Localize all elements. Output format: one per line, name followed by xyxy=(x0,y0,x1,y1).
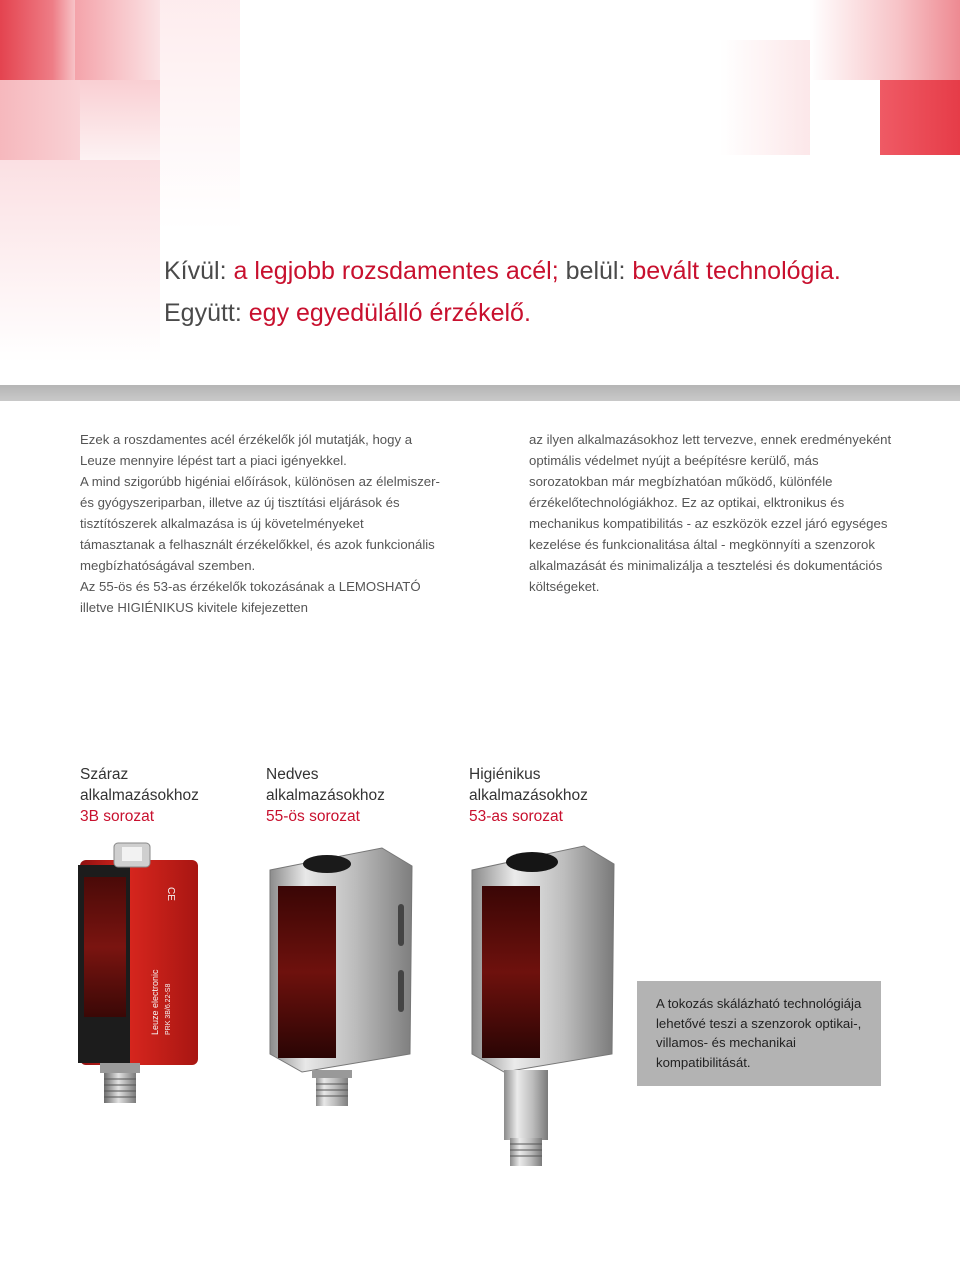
product-category-suffix: alkalmazásokhoz xyxy=(266,787,385,804)
headline-line-2 xyxy=(164,299,531,327)
callout-text: A tokozás skálázható technológiája lehetővé teszi a szenzorok optikai-, villamos- és mechanikai kompatibilitását. xyxy=(656,996,862,1070)
headline-fragment: bevált technológia. xyxy=(632,257,841,285)
body-paragraph: A mind szigorúbb higéniai előírások, különösen az élelmiszer- és gyógyszeriparban, illetve az új tisztítási eljárások és tisztítószerek alkalmazása is új követelményeket támasztanak a felhasznált érzékelőkkel, és azok funkcionális megbízhatóságával szemben. xyxy=(80,474,440,573)
decor-tile xyxy=(75,0,160,80)
product-series: 3B sorozat xyxy=(80,808,155,825)
body-paragraph: az ilyen alkalmazásokhoz lett tervezve, ennek eredményeként optimális védelmet nyújt a beépítésre kerülő, más sorozatokban már megbízhatóan működő, különféle érzékelőtechnológiákhoz. Ez az optikai, elktronikus és mechanikus kompatibilitás - az eszközök ezzel járó egységes kezelése és funkcionalitása által - megkönnyíti a szenzorok alkalmazását és minimalizálja a tesztelési és dokumentációs költségeket. xyxy=(529,432,892,594)
headline-fragment: Együtt: xyxy=(164,299,249,327)
product-category-suffix: alkalmazásokhoz xyxy=(469,787,588,804)
decor-tile xyxy=(160,0,240,230)
decor-tile xyxy=(720,40,810,155)
product-category: Száraz xyxy=(80,766,129,783)
section-divider xyxy=(0,385,960,401)
product-category: Higiénikus xyxy=(469,766,541,783)
product-caption-hygienic xyxy=(469,764,588,827)
body-paragraph: Az 55-ös és 53-as érzékelők tokozásának a LEMOSHATÓ illetve HIGIÉNIKUS kivitele kifejezetten xyxy=(80,579,421,615)
headline-fragment: egy egyedülálló érzékelő. xyxy=(248,299,531,327)
sensor-3b-image xyxy=(70,835,210,1110)
decor-tile xyxy=(810,0,960,80)
decor-tile xyxy=(880,80,960,155)
headline-fragment: Kívül: xyxy=(164,257,234,285)
sensor-label-brand: Leuze electronic xyxy=(150,969,160,1035)
sensor-label-model: PRK 3B/6.22-S8 xyxy=(165,983,172,1035)
sensor-53-image xyxy=(464,840,624,1168)
headline-fragment: a legjobb rozsdamentes acél; xyxy=(233,257,559,285)
headline-line-1 xyxy=(164,257,841,285)
product-series: 53-as sorozat xyxy=(469,808,563,825)
sensor-55-image xyxy=(262,842,422,1112)
body-column-right xyxy=(529,429,899,597)
product-category-suffix: alkalmazásokhoz xyxy=(80,787,199,804)
product-series: 55-ös sorozat xyxy=(266,808,360,825)
body-column-left xyxy=(80,429,440,618)
decor-tile xyxy=(80,80,160,160)
decor-tile xyxy=(0,0,75,80)
product-category: Nedves xyxy=(266,766,319,783)
decor-tile xyxy=(0,160,160,385)
sensor-label-ce: CE xyxy=(165,887,176,901)
product-caption-dry xyxy=(80,764,199,827)
info-callout xyxy=(637,981,881,1086)
product-caption-wet xyxy=(266,764,385,827)
headline-fragment: belül: xyxy=(558,257,633,285)
body-paragraph: Ezek a roszdamentes acél érzékelők jól mutatják, hogy a Leuze mennyire lépést tart a piaci igényekkel. xyxy=(80,432,413,468)
page-headline xyxy=(164,250,841,334)
